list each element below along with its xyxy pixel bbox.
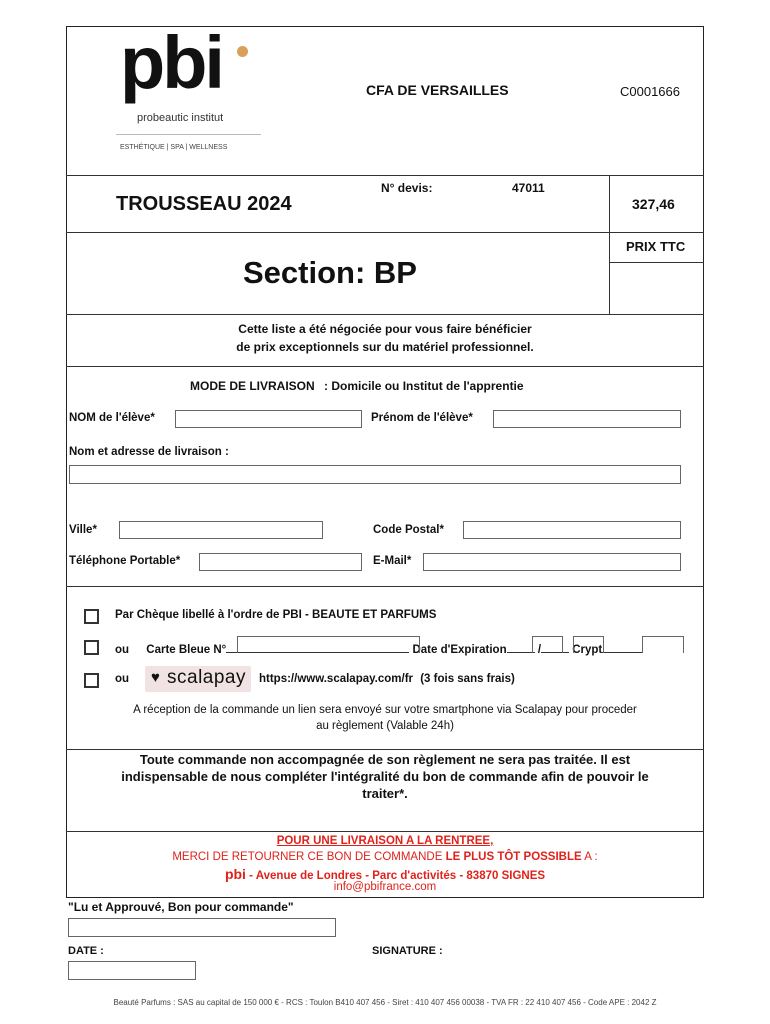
carte-label: Carte Bleue N° (146, 644, 227, 656)
divider-delivery (66, 586, 704, 587)
warning-line-2: indispensable de nous compléter l'intégralité du bon de commande afin de pouvoir le (121, 769, 649, 784)
return-instruction: MERCI DE RETOURNER CE BON DE COMMANDE (172, 851, 443, 863)
section-title: Section: BP (243, 255, 417, 290)
scalapay-wordmark: scalapay (167, 667, 246, 688)
prenom-field[interactable] (493, 410, 681, 428)
school-name: CFA DE VERSAILLES (366, 82, 509, 98)
ou-label-2: ou (115, 673, 130, 685)
telephone-label: Téléphone Portable* (69, 555, 181, 567)
logo-rule (116, 134, 261, 135)
return-urgency: LE PLUS TÔT POSSIBLE (445, 851, 582, 863)
return-brand: pbi (224, 866, 246, 882)
scalapay-logo (145, 666, 251, 692)
ville-label: Ville* (69, 524, 97, 536)
email-field[interactable] (423, 553, 681, 571)
logo-dot-icon (237, 46, 248, 57)
scalapay-checkbox[interactable] (84, 673, 99, 688)
scalapay-link[interactable]: https://www.scalapay.com/fr (259, 673, 414, 685)
cheque-label: Par Chèque libellé à l'ordre de PBI - BEAUTE ET PARFUMS (115, 609, 437, 621)
heart-icon: ♥ (151, 669, 160, 686)
school-code: C0001666 (620, 84, 680, 99)
return-to: A : (584, 851, 598, 863)
pbi-logo (116, 21, 266, 162)
return-email[interactable]: info@pbifrance.com (333, 881, 437, 893)
price-label: PRIX TTC (626, 239, 686, 254)
expiration-month-blank[interactable] (507, 640, 535, 653)
devis-number: 47011 (512, 181, 545, 195)
logo-tagline: ESTHÉTIQUE | SPA | WELLNESS (120, 144, 228, 151)
email-label: E-Mail* (373, 555, 412, 567)
crypt-box (642, 636, 684, 653)
approval-label: "Lu et Approuvé, Bon pour commande" (68, 900, 294, 914)
expiration-slash: / (537, 644, 542, 656)
divider-warning (66, 831, 704, 832)
telephone-field[interactable] (199, 553, 362, 571)
notice-line-1: Cette liste a été négociée pour vous faire bénéficier (238, 322, 532, 336)
notice-line-2: de prix exceptionnels sur du matériel professionnel. (236, 340, 534, 354)
return-line-2 (66, 851, 704, 863)
cheque-checkbox[interactable] (84, 609, 99, 624)
delivery-mode (190, 379, 524, 393)
prenom-label: Prénom de l'élève* (371, 412, 473, 424)
delivery-mode-label: MODE DE LIVRAISON (190, 379, 315, 393)
warning-line-3: traiter*. (362, 786, 408, 801)
expiration-label: Date d'Expiration (412, 644, 507, 656)
logo-name: probeautic institut (137, 112, 224, 124)
price-value: 327,46 (632, 196, 675, 212)
divider-payment (66, 749, 704, 750)
date-label: DATE : (68, 945, 104, 957)
adresse-field[interactable] (69, 465, 681, 484)
devis-label: N° devis: (381, 181, 433, 195)
scalapay-note-2: au règlement (Valable 24h) (316, 720, 454, 732)
ville-field[interactable] (119, 521, 323, 539)
logo-mark: pbi (120, 21, 222, 104)
return-line-3 (66, 866, 704, 882)
scalapay-terms: (3 fois sans frais) (420, 673, 515, 685)
crypt-blank[interactable] (602, 640, 642, 653)
divider-notice (66, 366, 704, 367)
signature-label: SIGNATURE : (372, 945, 443, 957)
carte-number-box (237, 636, 420, 653)
adresse-label: Nom et adresse de livraison : (69, 446, 229, 458)
legal-footer: Beauté Parfums : SAS au capital de 150 000 € - RCS : Toulon B410 407 456 - Siret : 410 407 456 00038 - TVA FR : 22 410 407 456 - Code APE : 2042 Z (113, 998, 657, 1007)
return-line-1: POUR UNE LIVRAISON A LA RENTREE, (276, 835, 494, 847)
divider-section (66, 314, 704, 315)
nom-field[interactable] (175, 410, 362, 428)
code-postal-field[interactable] (463, 521, 681, 539)
approval-field[interactable] (68, 918, 336, 937)
price-box-border (609, 175, 610, 314)
date-field[interactable] (68, 961, 196, 980)
crypt-label: Crypt (572, 644, 603, 656)
scalapay-note-1: A réception de la commande un lien sera envoyé sur votre smartphone via Scalapay pour proceder (133, 704, 637, 716)
code-postal-label: Code Postal* (373, 524, 444, 536)
expiration-year-box (573, 636, 604, 653)
carte-checkbox[interactable] (84, 640, 99, 655)
ou-label: ou (115, 644, 130, 656)
scalapay-url (259, 673, 515, 685)
nom-label: NOM de l'élève* (69, 412, 155, 424)
quote-title: TROUSSEAU 2024 (116, 193, 292, 215)
return-address: - Avenue de Londres - Parc d'activités - 83870 SIGNES (249, 870, 546, 882)
price-box-divider (609, 262, 704, 263)
delivery-mode-value: : Domicile ou Institut de l'apprentie (324, 379, 524, 393)
warning-line-1: Toute commande non accompagnée de son règlement ne sera pas traitée. Il est (139, 752, 631, 767)
expiration-month-box (532, 636, 563, 653)
